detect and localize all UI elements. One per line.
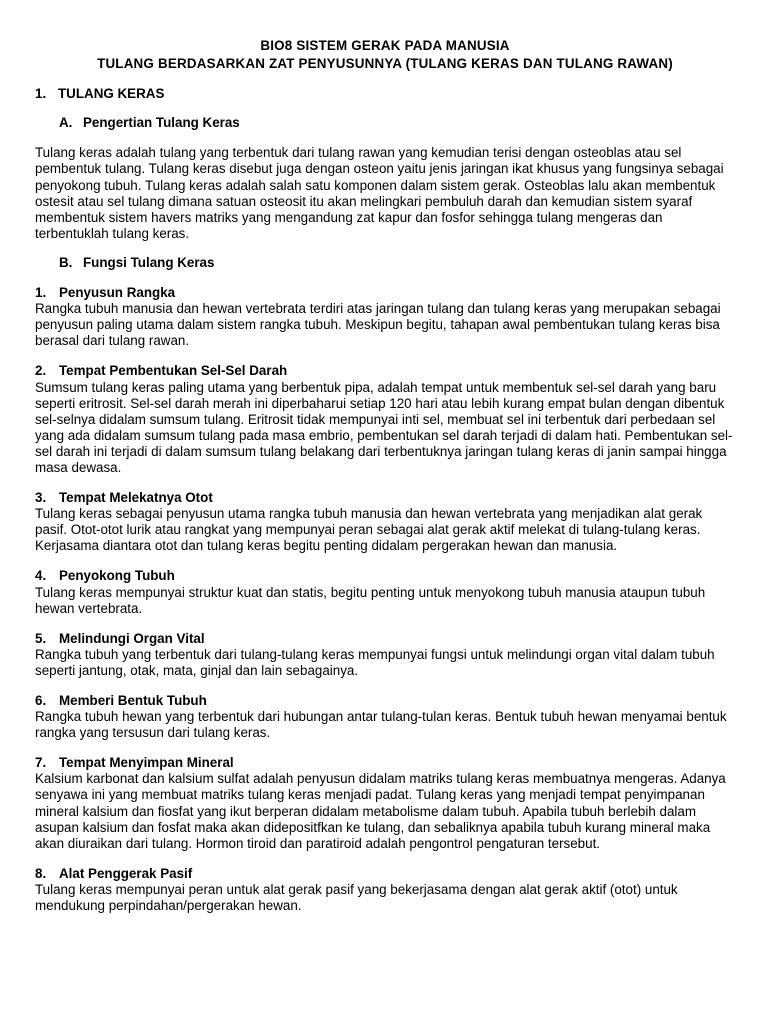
function-number: 6. — [35, 693, 47, 708]
subsection-heading-fungsi — [59, 255, 735, 271]
function-title — [35, 631, 735, 647]
document-subtitle: TULANG BERDASARKAN ZAT PENYUSUNNYA (TULANG KERAS DAN TULANG RAWAN) — [97, 56, 673, 72]
subsection-heading-text: Fungsi Tulang Keras — [83, 254, 215, 270]
function-number: 3. — [35, 490, 47, 506]
function-number: 4. — [35, 568, 47, 584]
section-heading-text: TULANG KERAS — [58, 86, 165, 102]
function-body: Rangka tubuh yang terbentuk dari tulang-tulang keras mempunyai fungsi untuk melindungi organ vital dalam tubuh seperti jantung, otak, mata, ginjal dan lain sebagainya. — [35, 646, 715, 678]
function-body: Tulang keras mempunyai struktur kuat dan statis, begitu penting untuk menyokong tubuh manusia ataupun tubuh hewan vertebrata. — [35, 584, 706, 616]
document-title: BIO8 SISTEM GERAK PADA MANUSIA — [260, 38, 510, 53]
function-title — [35, 285, 735, 301]
section-heading-tulang-keras — [35, 86, 735, 102]
function-item-penggerak-pasif — [35, 866, 735, 914]
function-body: Kalsium karbonat dan kalsium sulfat adalah penyusun didalam matriks tulang keras membuatnya mengeras. Adanya senyawa ini yang membuat matriks tulang keras menjadi padat. Tulang keras yang menjadi tempat penyimpanan mineral kalsium dan fiosfat yang ikut berperan didalam metabolisme dalam tubuh. Apabila tubuh berlebih dalam asupan kalsium dan fosfat maka akan didepositfkan ke tulang, dan sebaliknya apabila tubuh kurang mineral maka akan diuraikan dari tulang. Hormon tiroid dan paratiroid adalah pengontrol pengaturan tersebut. — [35, 771, 726, 851]
function-title — [35, 490, 735, 506]
pengertian-paragraph: Tulang keras adalah tulang yang terbentuk dari tulang rawan yang kemudian terisi dengan osteoblas atau sel pembentuk tulang. Tulang keras disebut juga dengan osteon yaitu jenis jaringan ikat khusus yang fungsinya sebagai penyokong tubuh. Tulang keras adalah salah satu komponen dalam sistem gerak. Osteoblas lalu akan membentuk ostesit atau sel tulang dimana satuan osteosit itu akan melingkari pembuluh darah dan kemudian sistem syaraf membentuk sistem havers matriks yang mengandung zat kapur dan fosfor sehingga tulang mengeras dan terbentuklah tulang keras. — [35, 145, 724, 241]
function-item-melekatnya-otot — [35, 490, 735, 554]
function-item-melindungi-organ — [35, 631, 735, 679]
function-number: 7. — [35, 755, 47, 771]
subsection-heading-pengertian — [59, 115, 735, 131]
function-item-memberi-bentuk — [35, 693, 735, 741]
subsection-letter: B. — [59, 254, 73, 270]
function-number: 8. — [35, 865, 47, 881]
function-title-text: Tempat Pembentukan Sel-Sel Darah — [59, 363, 288, 379]
function-body: Rangka tubuh hewan yang terbentuk dari hubungan antar tulang-tulan keras. Bentuk tubuh hewan menyamai bentuk rangka yang tersusun dari tulang keras. — [35, 709, 727, 741]
function-number: 2. — [35, 363, 47, 379]
function-number: 5. — [35, 630, 47, 646]
function-body: Sumsum tulang keras paling utama yang berbentuk pipa, adalah tempat untuk membentuk sel-sel darah yang baru seperti eritrosit. Sel-sel darah merah ini diperbaharui setiap 120 hari atau lebih kurang empat bulan dengan dibentuk sel-selnya didalam sumsum tulang. Eritrosit tidak mempunyai inti sel, membuat sel ini terbentuk dari perbedaan sel yang ada didalam sumsum tulang pada masa embrio, pembentukan sel darah terjadi di dalam hati. Pembentukan sel-sel darah ini terjadi di dalam sumsum tulang belakang dari terbentuknya jaringan tulang keras di janin sampai hingga masa dewasa. — [35, 379, 733, 475]
subsection-letter: A. — [59, 115, 73, 131]
function-title-text: Tempat Menyimpan Mineral — [59, 755, 234, 771]
function-item-menyimpan-mineral — [35, 755, 735, 852]
function-body: Tulang keras mempunyai peran untuk alat gerak pasif yang bekerjasama dengan alat gerak aktif (otot) untuk mendukung perpindahan/pergerakan hewan. — [35, 881, 678, 914]
function-body: Rangka tubuh manusia dan hewan vertebrata terdiri atas jaringan tulang dan tulang keras yang merupakan sebagai penyusun paling utama dalam sistem rangka tubuh. Meskipun begitu, tahapan awal pembentukan tulang keras bisa berasal dari tulang rawan. — [35, 301, 721, 349]
subsection-heading-text: Pengertian Tulang Keras — [83, 115, 240, 131]
function-title-text: Penyokong Tubuh — [59, 568, 175, 584]
function-number: 1. — [35, 285, 47, 301]
function-title — [35, 568, 735, 584]
function-title-text: Alat Penggerak Pasif — [59, 865, 193, 881]
function-body: Tulang keras sebagai penyusun utama rangka tubuh manusia dan hewan vertebrata yang menjadikan alat gerak pasif. Otot-otot lurik atau rangkat yang mempunyai peran sebagai alat gerak aktif melekat di tulang-tulang keras. Kerjasama diantara otot dan tulang keras begitu penting didalam pergerakan hewan dan manusia. — [35, 506, 703, 554]
function-title-text: Melindungi Organ Vital — [59, 630, 205, 646]
function-title — [35, 866, 735, 882]
function-item-penyokong-tubuh — [35, 568, 735, 616]
function-title — [35, 693, 735, 709]
function-title-text: Penyusun Rangka — [59, 285, 176, 301]
section-number: 1. — [35, 86, 47, 102]
function-title-text: Memberi Bentuk Tubuh — [59, 693, 207, 708]
function-item-pembentukan-sel-darah — [35, 363, 735, 476]
function-title — [35, 755, 735, 771]
function-title — [35, 363, 735, 379]
document-page — [35, 38, 735, 914]
function-title-text: Tempat Melekatnya Otot — [59, 490, 213, 506]
function-item-penyusun-rangka — [35, 285, 735, 349]
